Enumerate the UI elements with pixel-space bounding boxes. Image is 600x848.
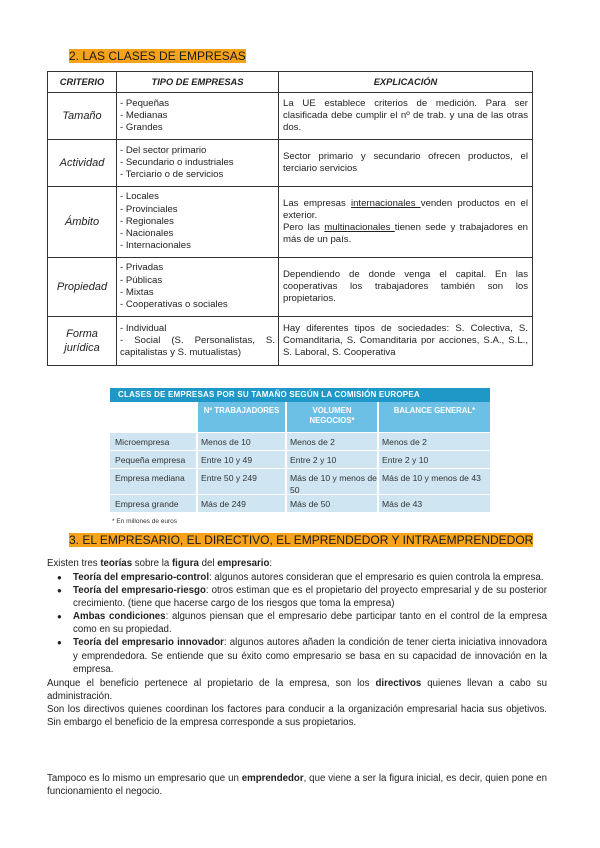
tipos-cell: - Privadas - Públicas - Mixtas - Cooperativas o sociales bbox=[117, 258, 279, 317]
explicacion-cell: Las empresas internacionales venden productos en el exterior. Pero las multinacionales tienen sede y trabajadores en más de un país. bbox=[279, 187, 533, 258]
table-row: Pequeña empresa Entre 10 y 49 Entre 2 y 10 Entre 2 y 10 bbox=[110, 450, 490, 468]
criterio-cell: Tamaño bbox=[48, 93, 117, 140]
bullet-icon: ● bbox=[57, 612, 62, 622]
tipos-cell: - Del sector primario - Secundario o industriales - Terciario o de servicios bbox=[117, 140, 279, 187]
col-balance: BALANCE GENERAL* bbox=[379, 402, 490, 432]
list-item: ● Ambas condiciones: algunos piensan que el empresario debe participar tanto en el control de la empresa como en su propiedad. bbox=[57, 611, 547, 636]
section-3-heading: 3. EL EMPRESARIO, EL DIRECTIVO, EL EMPRENDEDOR Y INTRAEMPRENDEDOR bbox=[69, 533, 534, 547]
section-2-heading: 2. LAS CLASES DE EMPRESAS bbox=[69, 49, 246, 63]
table-row: Empresa grande Más de 249 Más de 50 Más de 43 bbox=[110, 494, 490, 512]
table-row bbox=[48, 140, 533, 187]
table-row: Empresa mediana Entre 50 y 249 Más de 10 y menos de 50 Más de 10 y menos de 43 bbox=[110, 468, 490, 494]
criterio-cell: Actividad bbox=[48, 140, 117, 187]
bullet-icon: ● bbox=[57, 573, 62, 582]
size-table-header bbox=[110, 402, 490, 432]
tipos-cell: - Individual - Social (S. Personalistas, S. capitalistas y S. mutualistas) bbox=[117, 317, 279, 366]
table-row bbox=[48, 93, 533, 140]
paragraph-coordinan: Son los directivos quienes coordinan los factores para conducir a la organización empresarial hacia sus objetivos. Sin embargo el beneficio de la empresa corresponde a sus propietarios. bbox=[47, 704, 547, 729]
paragraph-emprendedor: Tampoco es lo mismo un empresario que un emprendedor, que viene a ser la figura inicial, es decir, quien pone en funcionamiento el negocio. bbox=[47, 773, 547, 798]
theories-list bbox=[47, 571, 547, 676]
tipos-cell: - Locales - Provinciales - Regionales - Nacionales - Internacionales bbox=[117, 187, 279, 258]
table-row bbox=[48, 317, 533, 366]
explicacion-cell: La UE establece criterios de medición. Para ser clasificada debe cumplir el nº de trab. y una de las otras dos. bbox=[279, 93, 533, 140]
list-item: ● Teoría del empresario-riesgo: otros estiman que es el propietario del proyecto empresarial y de su posterior crecimiento. (tiene que hacerse cargo de los riesgos que toma la empresa) bbox=[57, 585, 547, 610]
criterio-cell: Forma jurídica bbox=[48, 317, 117, 366]
header-explicacion: EXPLICACIÓN bbox=[279, 72, 533, 93]
list-item: ● Teoría del empresario-control: algunos autores consideran que el empresario es quien controla la empresa. bbox=[57, 572, 544, 583]
explicacion-cell: Sector primario y secundario ofrecen productos, el terciario servicios bbox=[279, 140, 533, 187]
criterio-cell: Ámbito bbox=[48, 187, 117, 258]
col-trabajadores: Nº TRABAJADORES bbox=[198, 402, 287, 432]
paragraph-directivos: Aunque el beneficio pertenece al propietario de la empresa, son los directivos quienes llevan a cabo su administración. bbox=[47, 678, 547, 703]
bullet-icon: ● bbox=[57, 638, 62, 648]
tipos-cell: - Pequeñas - Medianas - Grandes bbox=[117, 93, 279, 140]
table-row bbox=[48, 258, 533, 317]
size-classification-image bbox=[110, 388, 490, 525]
explicacion-cell: Hay diferentes tipos de sociedades: S. Colectiva, S. Comanditaria, S. Comanditaria por acciones, S.A., S.L., S. Laboral, S. Cooperativa bbox=[279, 317, 533, 366]
criterio-cell: Propiedad bbox=[48, 258, 117, 317]
list-item: ● Teoría del empresario innovador: algunos autores añaden la condición de tener cierta iniciativa innovadora y emprendedora. Se entiende que su éxito como empresario se basa en su capacidad de innovación en la empresa. bbox=[57, 637, 547, 675]
clases-table bbox=[47, 71, 533, 366]
header-criterio: CRITERIO bbox=[48, 72, 117, 93]
col-volumen: VOLUMEN NEGOCIOS* bbox=[287, 402, 379, 432]
intro-paragraph: Existen tres teorías sobre la figura del empresario: bbox=[47, 558, 273, 569]
size-table-note: * En millones de euros bbox=[112, 518, 178, 525]
size-table-title: CLASES DE EMPRESAS POR SU TAMAÑO SEGÚN LA COMISIÓN EUROPEA bbox=[110, 388, 490, 402]
table-header bbox=[48, 72, 533, 93]
table-row: Microempresa Menos de 10 Menos de 2 Menos de 2 bbox=[110, 432, 490, 450]
header-tipo: TIPO DE EMPRESAS bbox=[117, 72, 279, 93]
explicacion-cell: Dependiendo de donde venga el capital. En las cooperativas los trabajadores también son los propietarios. bbox=[279, 258, 533, 317]
table-row bbox=[48, 187, 533, 258]
bullet-icon: ● bbox=[57, 586, 62, 596]
